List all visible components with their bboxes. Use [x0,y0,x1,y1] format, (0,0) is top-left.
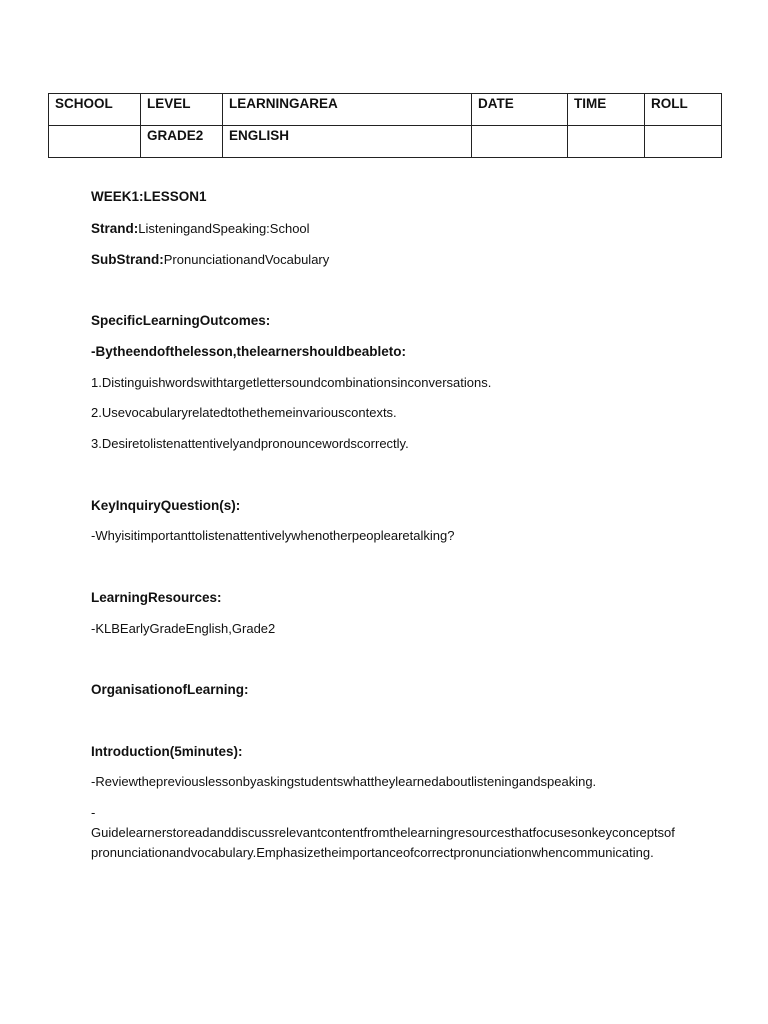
inquiry-question: -Whyisitimportanttolistenattentivelywhenotherpeoplearetalking? [91,528,455,543]
header-roll: ROLL [645,94,722,126]
cell-learning-area: ENGLISH [223,126,472,158]
cell-date [472,126,568,158]
introduction-item-2: Guidelearnerstoreadanddiscussrelevantcontentfromthelearningresourcesthatfocusesonkeyconceptsofpronunciationandvocabulary.Emphasizetheimportanceofcorrectpronunciationwhencommunicating. [91,825,675,860]
header-level: LEVEL [141,94,223,126]
substrand-line [91,250,691,270]
header-learning-area: LEARNINGAREA [223,94,472,126]
substrand-value: PronunciationandVocabulary [163,252,330,267]
outcome-item-2: 2.Usevocabularyrelatedtothethemeinvariouscontexts. [91,405,397,420]
week-lesson-heading: WEEK1:LESSON1 [91,189,207,204]
strand-label: Strand: [91,221,139,236]
inquiry-heading: KeyInquiryQuestion(s): [91,498,241,513]
resources-item: -KLBEarlyGradeEnglish,Grade2 [91,621,276,636]
resources-heading: LearningResources: [91,590,222,605]
outcomes-heading: SpecificLearningOutcomes: [91,313,271,328]
cell-roll [645,126,722,158]
lesson-info-table [48,93,722,158]
strand-value: ListeningandSpeaking:School [138,221,310,236]
introduction-item-1: -Reviewthepreviouslessonbyaskingstudentswhattheylearnedaboutlisteningandspeaking. [91,774,597,789]
outcome-item-3: 3.Desiretolistenattentivelyandpronouncewordscorrectly. [91,436,409,451]
header-date: DATE [472,94,568,126]
header-school: SCHOOL [49,94,141,126]
cell-time [568,126,645,158]
strand-line [91,219,691,239]
header-time: TIME [568,94,645,126]
introduction-heading: Introduction(5minutes): [91,744,243,759]
cell-school [49,126,141,158]
outcomes-intro: -Bytheendofthelesson,thelearnershouldbeableto: [91,344,407,359]
table-header-row [49,94,722,126]
introduction-item-dash: - [91,805,96,820]
outcome-item-1: 1.Distinguishwordswithtargetlettersoundcombinationsinconversations. [91,375,492,390]
organisation-heading: OrganisationofLearning: [91,682,249,697]
table-row [49,126,722,158]
cell-level: GRADE2 [141,126,223,158]
substrand-label: SubStrand: [91,252,164,267]
